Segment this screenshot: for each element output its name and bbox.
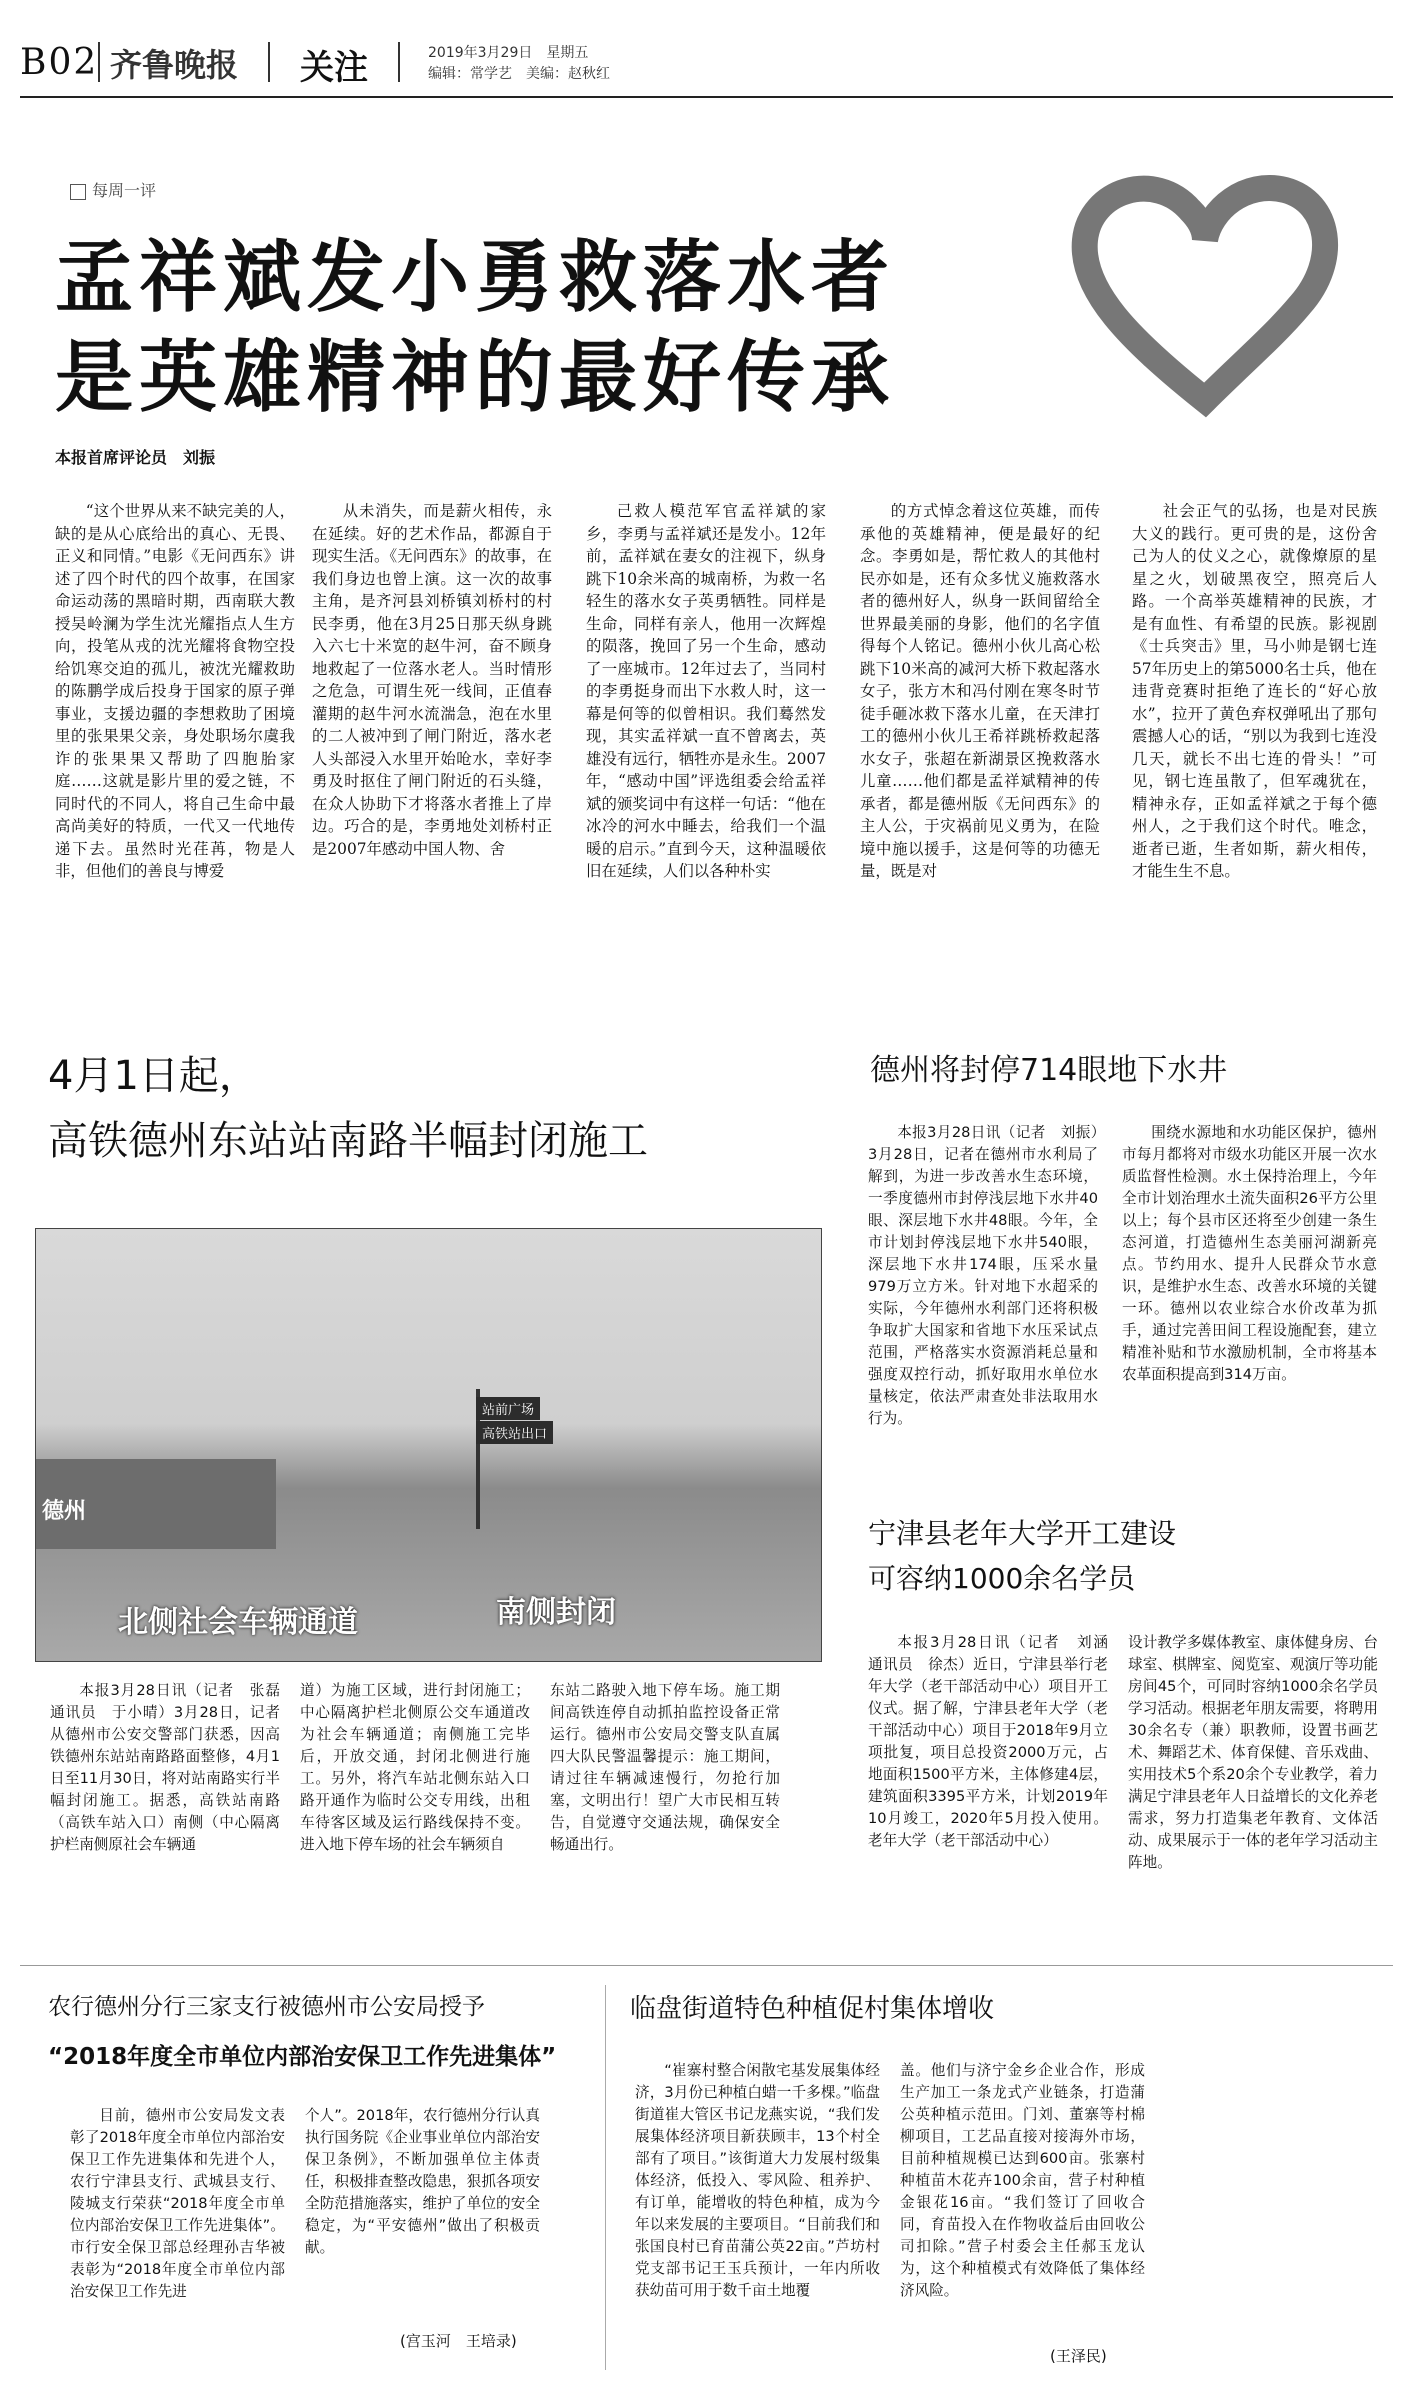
editors-line: 编辑：常学艺 美编：赵秋红: [428, 66, 610, 82]
village-column-2: 盖。他们与济宁金乡企业合作，形成生产加工一条龙式产业链条，打造蒲公英种植示范田。门刘、董寨等村棉柳项目，工艺品直接对接海外市场，目前种植规模已达到600亩。张寨村种植苗木花卉100余亩，营子村种植金银花16亩。“我们签订了回收合同，育苗投入在作物收益后由回收公司扣除。”营子村委会主任郝玉龙认为，这个种植模式有效降低了集体经济风险。: [900, 2062, 1145, 2299]
water-column-1: 本报3月28日讯（记者 刘振）3月28日，记者在德州市水利局了解到，为进一步改善水生态环境，一季度德州市封停浅层地下水井40眼、深层地下水井48眼。今年，全市计划封停浅层地下水井540眼，深层地下水井174眼，压采水量979万立方米。针对地下水超采的实际，今年德州水利部门还将积极争取扩大国家和省地下水压采试点范围，严格落实水资源消耗总量和强度双控行动，抓好取用水单位水量核定，依法严肃查处非法取用水行为。: [868, 1124, 1098, 1427]
bank-column-1: 目前，德州市公安局发文表彰了2018年度全市单位内部治安保卫工作先进集体和先进个人，农行宁津县支行、武城县支行、陵城支行荣获“2018年度全市单位内部治安保卫工作先进集体”。市行安全保卫部总经理孙吉华被表彰为“2018年度全市单位内部治安保卫工作先进: [70, 2107, 285, 2300]
village-signature: (王泽民): [1050, 2347, 1107, 2365]
bank-signature: (宫玉河 王培录): [400, 2332, 517, 2350]
building-sign: 德州: [42, 1499, 87, 1524]
college-column-1: 本报3月28日讯（记者 刘涵 通讯员 徐杰）近日，宁津县举行老年大学（老干部活动中心）项目开工仪式。据了解，宁津县老年大学（老干部活动中心）项目于2018年9月立项批复，项目总投资2000万元，占地面积1500平方米，主体修建4层，建筑面积3395平方米，计划2019年10月竣工，2020年5月投入使用。老年大学（老干部活动中心）: [868, 1634, 1123, 1849]
header-rule: [20, 96, 1393, 98]
college-headline-line1: 宁津县老年大学开工建设: [868, 1517, 1177, 1550]
lead-headline-line1: 孟祥斌发小勇救落水者: [55, 233, 896, 323]
road-sign-top: 站前广场: [476, 1397, 540, 1420]
lead-byline: 本报首席评论员 刘振: [55, 448, 216, 467]
masthead-logo: 齐鲁晚报: [110, 46, 239, 84]
station-column-2: 道）为施工区域，进行封闭施工；中心隔离护栏北侧原公交车通道改为社会车辆通道；南侧施工完毕后，开放交通，封闭北侧进行施工。另外，将汽车站北侧东站入口路开通作为临时公交专用线，出租车待客区域及运行路线保持不变。进入地下停车场的社会车辆须自: [300, 1682, 530, 1853]
header-divider: [98, 42, 100, 82]
page-number: B02: [20, 42, 99, 83]
lead-column-2: 从未消失，而是薪火相传，永在延续。好的艺术作品，都源自于现实生活。《无问西东》的故事，在我们身边也曾上演。这一次的故事主角，是齐河县刘桥镇刘桥村的村民李勇，他在3月25日那天纵身跳入六七十米宽的赵牛河，奋不顾身地救起了一位落水老人。当时情形之危急，可谓生死一线间，正值春灌期的赵牛河水流湍急，泡在水里的二人被冲到了闸门附近，落水老人头部浸入水里开始呛水，幸好李勇及时抠住了闸门附近的石头缝，在众人协助下才将落水者推上了岸边。巧合的是，李勇地处刘桥村正是2007年感动中国人物、舍: [312, 502, 552, 858]
column-divider: [605, 1985, 606, 2370]
station-headline-line2: 高铁德州东站站南路半幅封闭施工: [48, 1118, 648, 1164]
water-headline: 德州将封停714眼地下水井: [870, 1053, 1228, 1088]
college-headline-line2: 可容纳1000余名学员: [868, 1562, 1136, 1595]
station-column-1: 本报3月28日讯（记者 张磊 通讯员 于小晴）3月28日，记者从德州市公安交警部门获悉，因高铁德州东站站南路路面整修，4月1日至11月30日，将对站南路实行半幅封闭施工。据悉，高铁站南路（高铁车站入口）南侧（中心隔离护栏南侧原社会车辆通: [50, 1682, 295, 1853]
college-column-2: 设计教学多媒体教室、康体健身房、台球室、棋牌室、阅览室、观演厅等功能房间45个，可同时容纳1000余名学员学习活动。根据老年朋友需要，将聘用30余名专（兼）职教师，设置书画艺术、舞蹈艺术、体育保健、音乐戏曲、实用技术5个系20余个专业教学，着力满足宁津县老年人日益增长的文化养老需求，努力打造集老年教育、文体活动、成果展示于一体的老年学习活动主阵地。: [1128, 1634, 1378, 1871]
book-icon: [70, 184, 86, 200]
column-kicker: 每周一评: [70, 178, 156, 201]
header-divider: [268, 42, 270, 82]
village-headline: 临盘街道特色种植促村集体增收: [630, 1994, 995, 2024]
lead-headline-line2: 是英雄精神的最好传承: [55, 333, 896, 423]
bank-headline-line2: “2018年度全市单位内部治安保卫工作先进集体”: [48, 2044, 557, 2070]
lead-column-1: “这个世界从来不缺完美的人，缺的是从心底给出的真心、无畏、正义和同情。”电影《无问西东》讲述了四个时代的四个故事，在国家命运动荡的黑暗时期，西南联大教授吴岭澜为学生沈光耀指点人生方向，投笔从戎的沈光耀将食物空投给饥寒交迫的孤儿，被沈光耀救助的陈鹏学成后投身于国家的原子弹事业，支援边疆的李想救助了困境里的张果果父亲，身处职场尔虞我诈的张果果又帮助了四胞胎家庭……这就是影片里的爱之链，不同时代的不同人，将自己生命中最高尚美好的特质，一代又一代地传递下去。虽然时光荏苒，物是人非，但他们的善良与博爱: [55, 502, 295, 880]
lead-column-4: 的方式悼念着这位英雄，而传承他的英雄精神，便是最好的纪念。李勇如是，帮忙救人的其他村民亦如是，还有众多忧义施救落水者的德州好人，纵身一跃间留给全世界最美丽的身影，他们的名字值得每个人铭记。德州小伙儿高心松跳下10米高的减河大桥下救起落水女子，张方木和冯付刚在寒冬时节徒手砸冰救下落水儿童，在天津打工的德州小伙儿王希祥跳桥救起落水女子，张超在新湖景区挽救落水儿童……他们都是孟祥斌精神的传承者，都是德州版《无问西东》的主人公，于灾祸前见义勇为，在险境中施以援手，这是何等的功德无量，既是对: [860, 502, 1100, 880]
bank-headline-line1: 农行德州分行三家支行被德州市公安局授予: [48, 1994, 485, 2020]
road-sign-bottom: 高铁站出口: [476, 1421, 553, 1444]
photo-caption-north: 北侧社会车辆通道: [118, 1605, 358, 1640]
heart-icon: [1060, 150, 1350, 420]
bottom-divider: [20, 1965, 1393, 1966]
lead-column-3: 己救人模范军官孟祥斌的家乡，李勇与孟祥斌还是发小。12年前，孟祥斌在妻女的注视下，纵身跳下10余米高的城南桥，为救一名轻生的落水女子英勇牺牲。同样是生命，同样有亲人，他用一次辉煌的陨落，挽回了另一个生命，感动了一座城市。12年过去了，当同村的李勇挺身而出下水救人时，这一幕是何等的似曾相识。我们蓦然发现，其实孟祥斌一直不曾离去，英雄没有远行，牺牲亦是永生。2007年，“感动中国”评选组委会给孟祥斌的颁奖词中有这样一句话：“他在冰冷的河水中睡去，给我们一个温暖的启示。”直到今天，这种温暖依旧在延续，人们以各种朴实: [586, 502, 826, 880]
header-divider: [398, 42, 400, 82]
photo-caption-south: 南侧封闭: [496, 1595, 616, 1630]
lead-column-5: 社会正气的弘扬，也是对民族大义的践行。更可贵的是，这份舍己为人的仗义之心，就像燎原的星星之火，划破黑夜空，照亮后人路。一个高举英雄精神的民族，才是有血性、有希望的民族。影视剧《士兵突击》里，马小帅是钢七连57年历史上的第5000名士兵，他在违背竞赛时拒绝了连长的“好心放水”，拉开了黄色弃权弹吼出了那句震撼人心的话，“别以为我到七连没几天，就长不出七连的骨头！”可见，钢七连虽散了，但军魂犹在，精神永存，正如孟祥斌之于每个德州人，之于我们这个时代。唯念，逝者已逝，生者如斯，薪火相传，才能生生不息。: [1132, 502, 1377, 880]
station-headline-line1: 4月1日起，: [48, 1053, 259, 1099]
station-road-photo: [35, 1228, 822, 1662]
water-column-2: 围绕水源地和水功能区保护，德州市每月都将对市级水功能区开展一次水质监督性检测。水土保持治理上，今年全市计划治理水土流失面积26平方公里以上；每个县市区还将至少创建一条生态河道，打造德州生态美丽河湖新亮点。节约用水、提升人民群众节水意识，是维护水生态、改善水环境的关键一环。德州以农业综合水价改革为抓手，通过完善田间工程设施配套，建立精准补贴和节水激励机制，全市将基本农革面积提高到314万亩。: [1122, 1124, 1377, 1383]
section-name: 关注: [300, 48, 368, 88]
station-column-3: 东站二路驶入地下停车场。施工期间高铁连停自动抓拍监控设备正常运行。德州市公安局交警支队直属四大队民警温馨提示：施工期间，请过往车辆减速慢行，勿抢行加塞，文明出行！望广大市民相互转告，自觉遵守交通法规，确保安全畅通出行。: [550, 1682, 780, 1853]
issue-date: 2019年3月29日 星期五: [428, 45, 589, 61]
bank-column-2: 个人”。2018年，农行德州分行认真执行国务院《企业事业单位内部治安保卫条例》，不断加强单位主体责任，积极排查整改隐患，狠抓各项安全防范措施落实，维护了单位的安全稳定，为“平安德州”做出了积极贡献。: [305, 2107, 540, 2256]
village-column-1: “崔寨村整合闲散宅基发展集体经济，3月份已种植白蜡一千多棵。”临盘街道崔大管区书记龙燕实说，“我们发展集体经济项目新获顾丰，13个村全部有了项目。”该街道大力发展村级集体经济，低投入、零风险、租养护、有订单，能增收的特色种植，成为今年以来发展的主要项目。“目前我们和张国良村已育苗蒲公英22亩。”芦坊村党支部书记王玉兵预计，一年内所收获幼苗可用于数千亩土地覆: [635, 2062, 880, 2299]
